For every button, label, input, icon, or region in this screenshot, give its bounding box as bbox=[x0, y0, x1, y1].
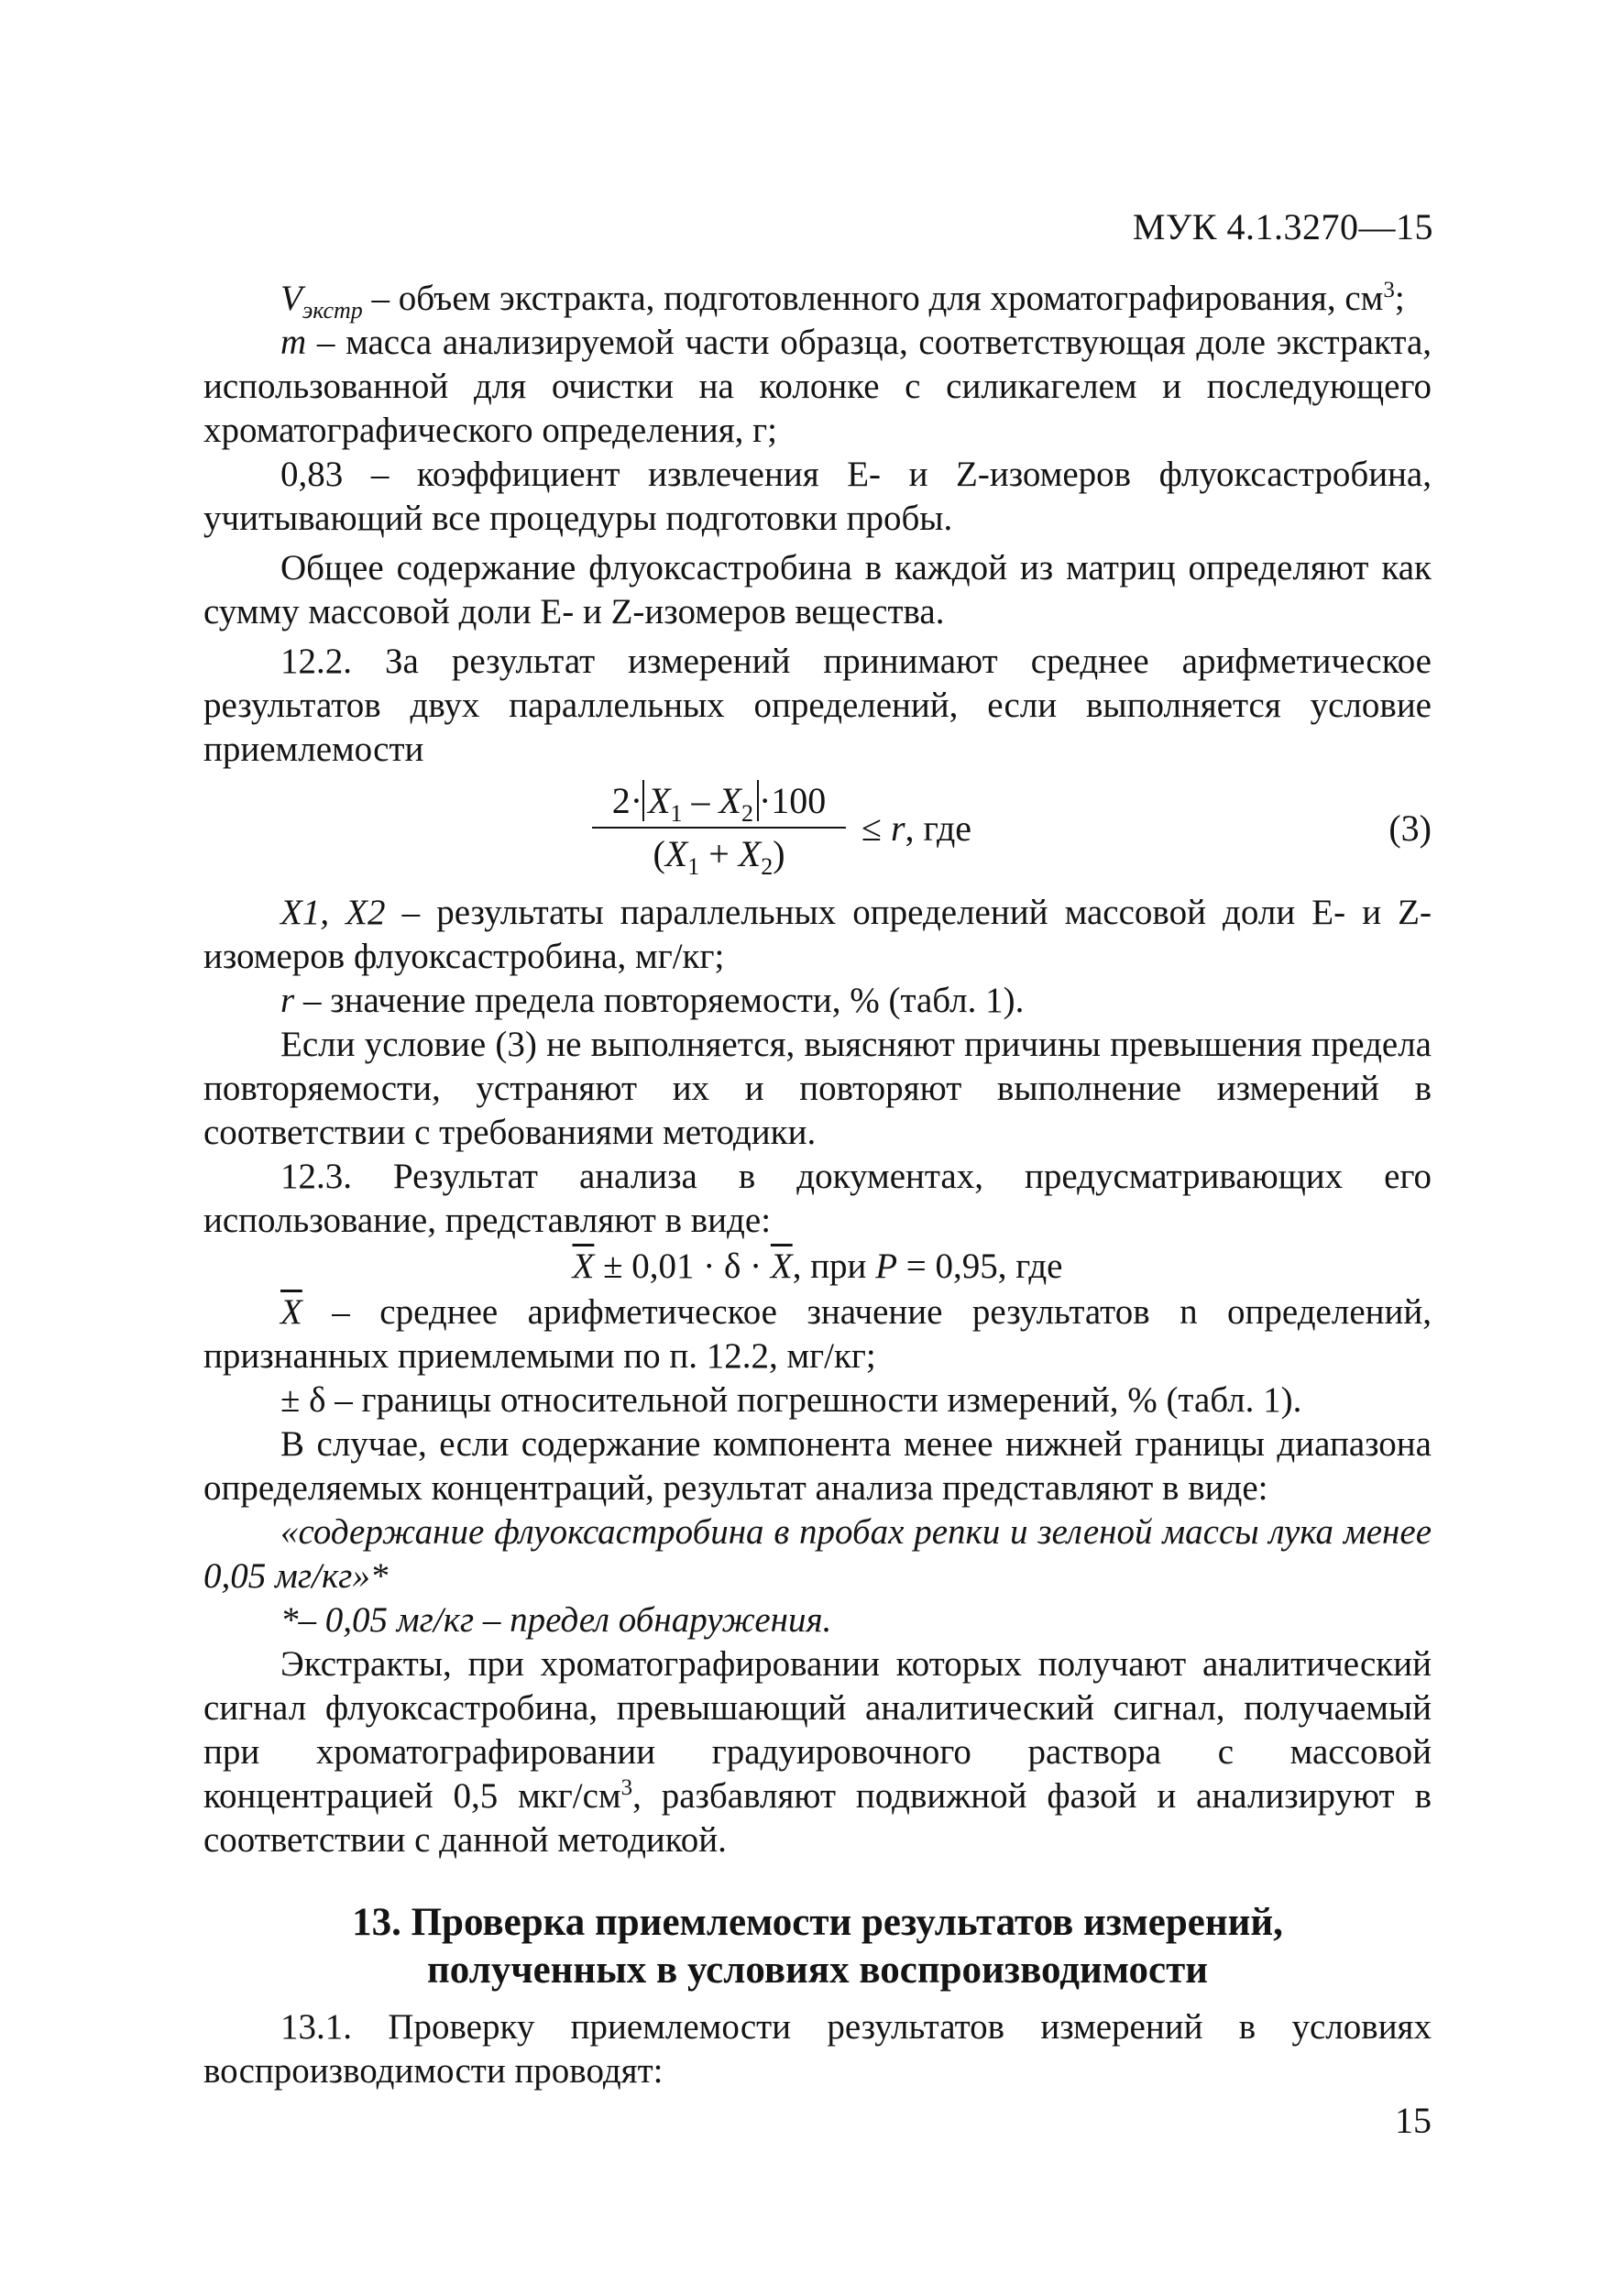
section-13-title-line-1: 13. Проверка приемлемости результатов измерений, bbox=[352, 1901, 1283, 1944]
x-definition bbox=[203, 891, 1432, 979]
clause-12-2: 12.2. За результат измерений принимают среднее арифметическое результатов двух параллельных определений, если выполняется условие приемлемости bbox=[203, 642, 1432, 769]
v-extr-text: – объем экстракта, подготовленного для хроматографирования, см bbox=[362, 279, 1384, 318]
v-extr-tail: ; bbox=[1394, 279, 1405, 318]
delta-definition: ± δ – границы относительной погрешности измерений, % (табл. 1). bbox=[280, 1380, 1302, 1420]
m-symbol: m bbox=[280, 323, 307, 362]
coefficient-definition: 0,83 – коэффициент извлечения Е- и Z-изомеров флуоксастробина, учитывающий все процедуры подготовки пробы. bbox=[203, 455, 1432, 538]
section-13-title-line-2: полученных в условиях воспроизводимости bbox=[426, 1949, 1209, 1992]
clause-12-3: 12.3. Результат анализа в документах, предусматривающих его использование, представляют в виде: bbox=[203, 1157, 1432, 1240]
v-extr-definition bbox=[203, 277, 1432, 324]
result-formula: $\overline{X} \pm 0,01 \cdot \delta \cdot \overline{X}$, при P = 0,95, где bbox=[572, 1246, 1063, 1286]
result-quote: «содержание флуоксастробина в пробах репки и зеленой массы лука менее 0,05 мг/кг»* bbox=[203, 1512, 1432, 1596]
page-number: 15 bbox=[1395, 2100, 1432, 2141]
footnote: *– 0,05 мг/кг – предел обнаружения. bbox=[280, 1600, 832, 1640]
xbar-text: – среднее арифметическое значение результатов n определений, признанных приемлемыми по п. 12.2, мг/кг; bbox=[203, 1292, 1432, 1376]
r-symbol: r bbox=[280, 981, 295, 1020]
section-13-title bbox=[203, 1899, 1432, 1994]
formula-3-numerator: $2\cdot X_1 - X_2 \cdot 100$ bbox=[611, 780, 827, 827]
m-text: – масса анализируемой части образца, соответствующая доле экстракта, использованной для очистки на колонке с силикагелем и последующего хроматографического определения, г; bbox=[203, 323, 1432, 450]
v-extr-symbol: V bbox=[280, 279, 302, 318]
document-body bbox=[203, 277, 1432, 2093]
condition-not-met-paragraph: Если условие (3) не выполняется, выясняют причины превышения предела повторяемости, устраняют их и повторяют выполнение измерений в соответствии с требованиями методики. bbox=[203, 1025, 1432, 1152]
equation-number: (3) bbox=[1388, 807, 1432, 849]
x-text: – результаты параллельных определений массовой доли Е- и Z-изомеров флуоксастробина, мг/кг; bbox=[203, 893, 1432, 976]
x-symbols: X1, X2 bbox=[280, 893, 386, 932]
v-extr-sup: 3 bbox=[1383, 278, 1395, 302]
formula-3-fraction bbox=[588, 775, 850, 880]
extracts-paragraph: Экстракты, при хроматографировании которых получают аналитический сигнал флуоксастробина, превышающий аналитический сигнал, получаемый при хроматографировании градуировочного раствора с массовой концентрацией 0,5 мкг/$см^3$, разбавляют подвижной фазой и анализируют в соответствии с данной методикой. bbox=[203, 1644, 1432, 1860]
clause-13-1: 13.1. Проверку приемлемости результатов измерений в условиях воспроизводимости проводят: bbox=[203, 2007, 1432, 2091]
xbar-definition bbox=[203, 1290, 1432, 1378]
formula-3-relation: ≤ r, где bbox=[861, 807, 972, 849]
m-definition bbox=[203, 321, 1432, 453]
below-range-paragraph: В случае, если содержание компонента менее нижней границы диапазона определяемых концентраций, результат анализа представляют в виде: bbox=[203, 1424, 1432, 1508]
r-text: – значение предела повторяемости, % (табл. 1). bbox=[294, 981, 1025, 1020]
running-header: МУК 4.1.3270—15 bbox=[1132, 206, 1433, 247]
r-definition bbox=[203, 979, 1432, 1023]
xbar-symbol: $\overline{X}$ bbox=[280, 1292, 302, 1332]
total-content-paragraph: Общее содержание флуоксастробина в каждой из матриц определяют как сумму массовой доли Е- и Z-изомеров вещества. bbox=[203, 548, 1432, 631]
formula-3 bbox=[203, 775, 1432, 885]
v-extr-subscript: экстр bbox=[302, 296, 363, 324]
formula-3-denominator: $(X_1 + X_2)$ bbox=[653, 833, 785, 880]
